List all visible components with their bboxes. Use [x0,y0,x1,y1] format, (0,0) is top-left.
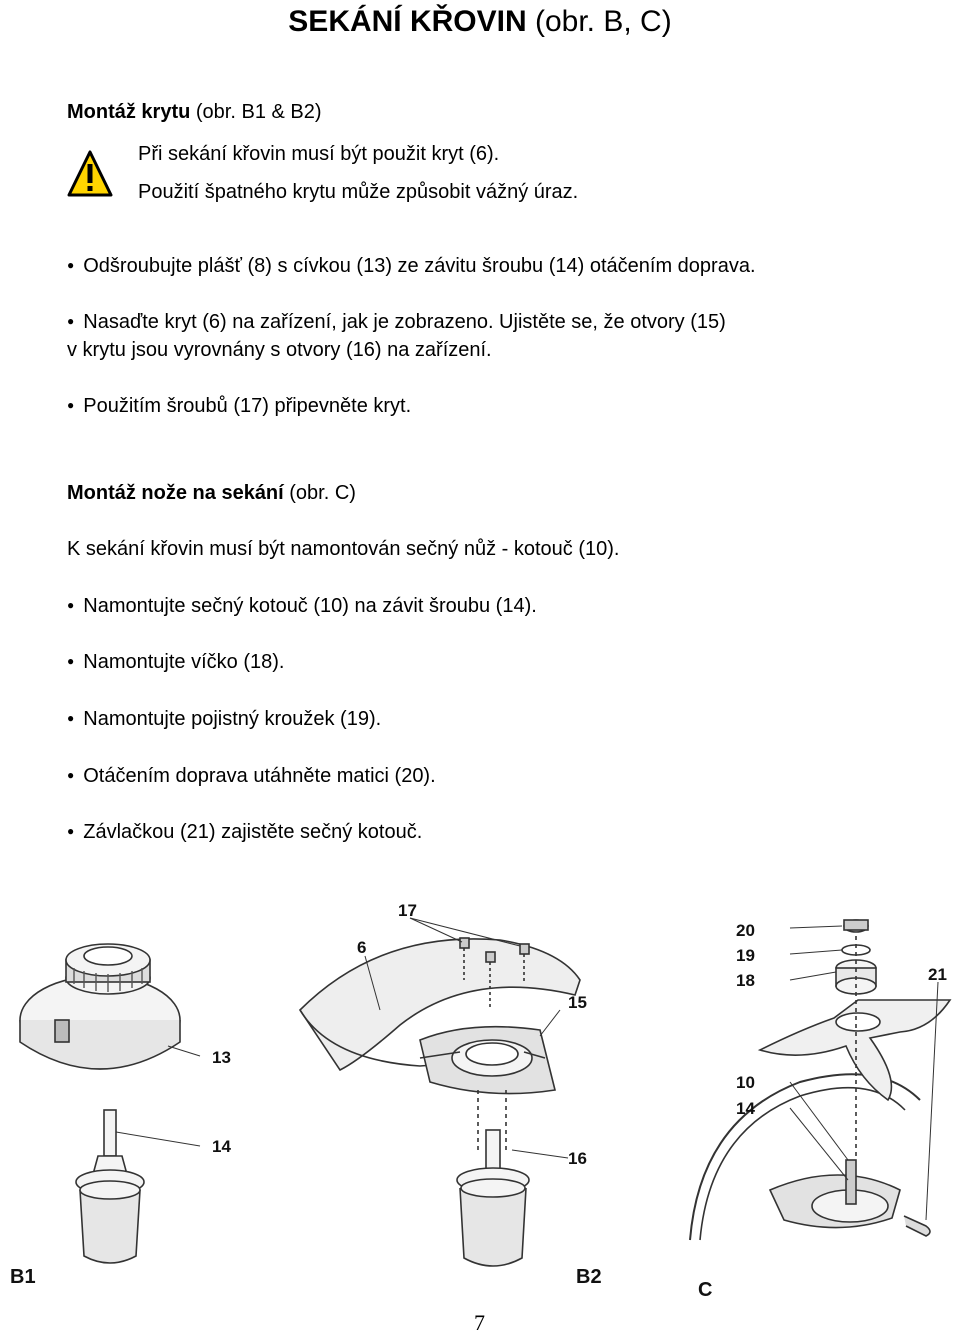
list-item: ● Závlačkou (21) zajistěte sečný kotouč. [67,820,422,846]
callout-17: 17 [398,901,417,920]
callout-6: 6 [357,938,367,957]
list-item-continuation: v krytu jsou vyrovnány s otvory (16) na zařízení. [67,339,492,361]
callout-16: 16 [568,1149,587,1168]
warning-line-1: Při sekání křovin musí být použit kryt (6). [138,143,500,165]
warning-triangle-icon [67,150,113,198]
section-heading-cover: Montáž krytu (obr. B1 & B2) [67,101,322,123]
list-item: ● Odšroubujte plášť (8) s cívkou (13) ze závitu šroubu (14) otáčením doprava. [67,254,756,280]
callout-19: 19 [736,946,755,965]
figure-b1 [20,944,200,1263]
warning-line-2: Použití špatného krytu může způsobit vážný úraz. [138,181,579,203]
section-heading-blade: Montáž nože na sekání (obr. C) [67,482,356,504]
page-number: 7 [474,1310,485,1335]
list-item: ● Namontujte sečný kotouč (10) na závit šroubu (14). [67,594,537,620]
figure-label-b1: B1 [10,1266,36,1288]
callout-14-c: 14 [736,1099,755,1118]
assembly-figures [0,860,960,1300]
list-item: ● Nasaďte kryt (6) na zařízení, jak je zobrazeno. Ujistěte se, že otvory (15) [67,310,726,336]
callout-10: 10 [736,1073,755,1092]
callout-14: 14 [212,1137,231,1156]
callout-15: 15 [568,993,587,1012]
figure-b2 [300,918,580,1266]
callout-18: 18 [736,971,755,990]
figure-label-c: C [698,1279,713,1300]
figure-label-b2: B2 [576,1266,602,1288]
list-item: ● Otáčením doprava utáhněte matici (20). [67,764,436,790]
list-item: ● Namontujte pojistný kroužek (19). [67,707,381,733]
list-item: ● Použitím šroubů (17) připevněte kryt. [67,394,411,420]
list-item: ● Namontujte víčko (18). [67,650,284,676]
callout-21: 21 [928,965,947,984]
section-intro: K sekání křovin musí být namontován sečný nůž - kotouč (10). [67,538,620,560]
figure-c [690,920,950,1240]
page-title: SEKÁNÍ KŘOVIN (obr. B, C) [288,5,672,38]
callout-20: 20 [736,921,755,940]
callout-13: 13 [212,1048,231,1067]
